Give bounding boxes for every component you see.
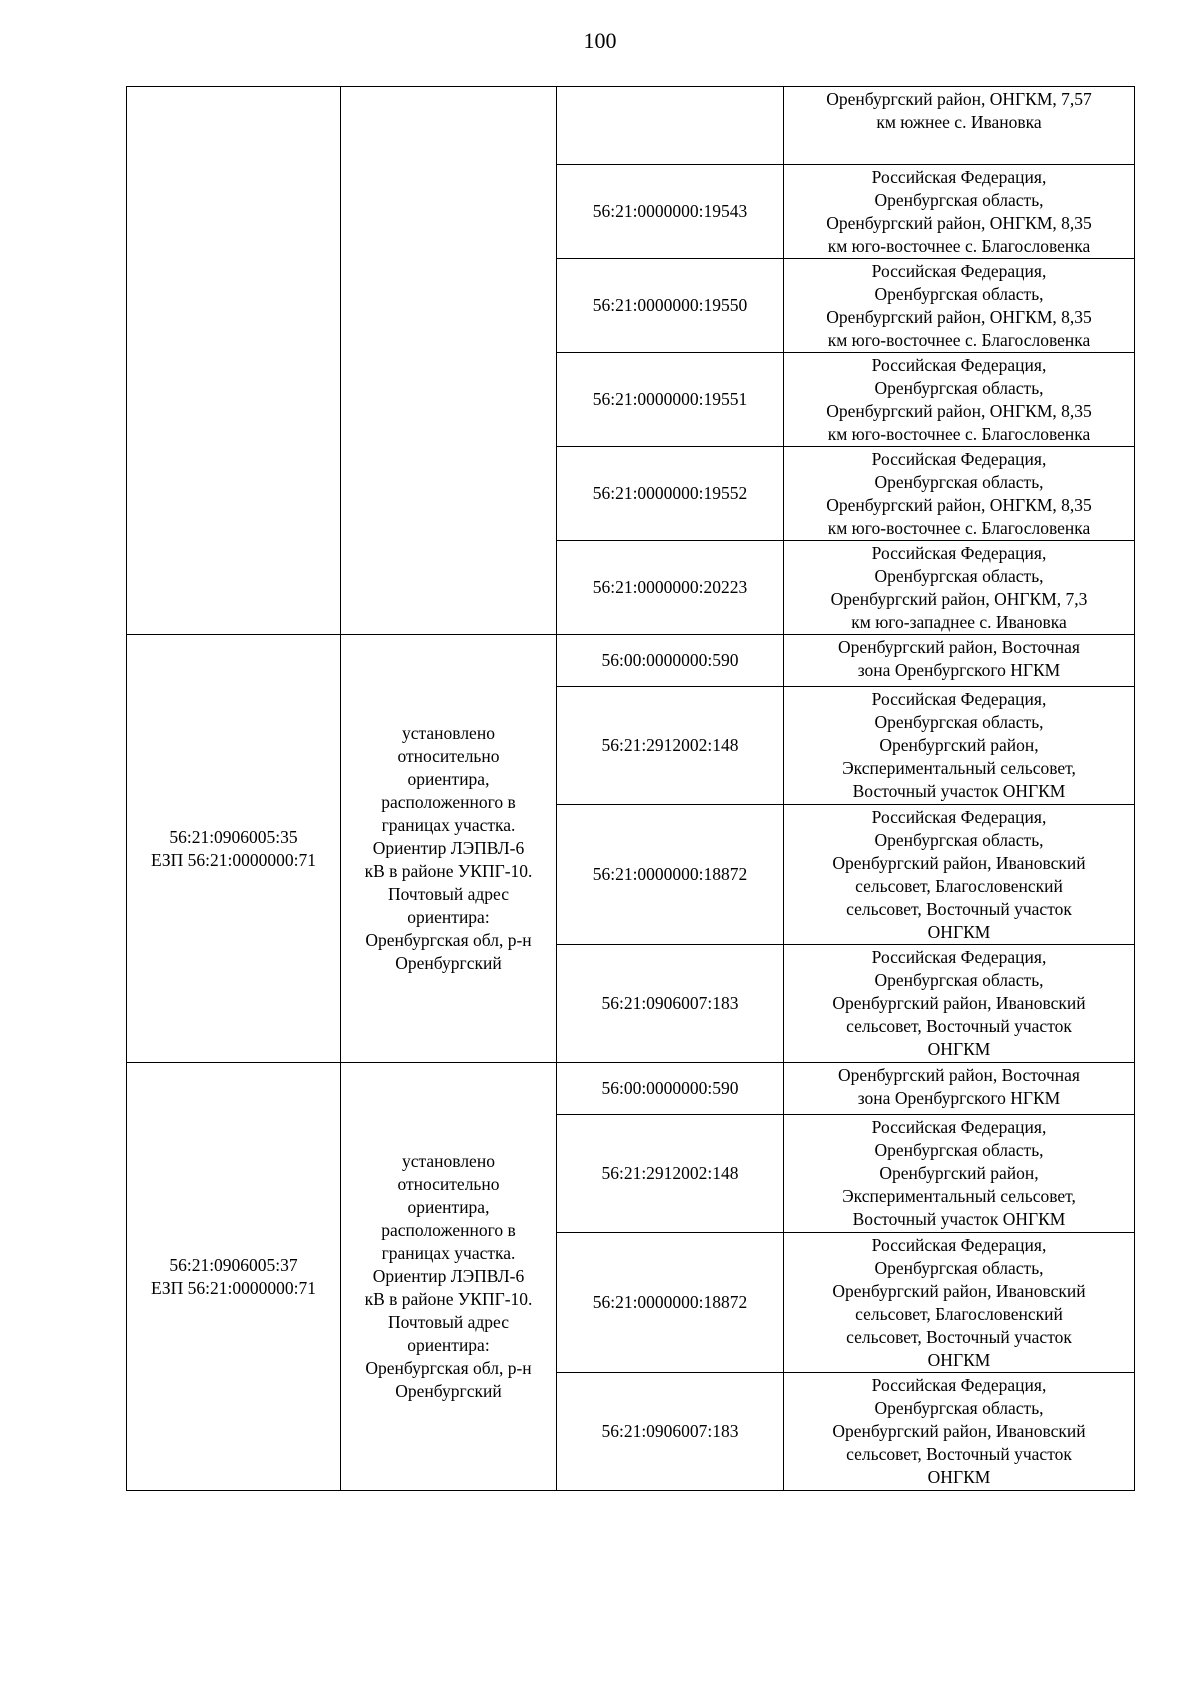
location-line: Почтовый адрес bbox=[387, 1312, 510, 1332]
address-cell bbox=[784, 1233, 1135, 1373]
address-line: сельсовет, Благословенский bbox=[855, 1304, 1063, 1324]
cadastral-number: 56:21:0000000:19543 bbox=[592, 201, 748, 221]
land-plots-table bbox=[126, 86, 1135, 1491]
location-line: ориентира, bbox=[407, 769, 490, 789]
address-line: Российская Федерация, bbox=[871, 1375, 1047, 1395]
cadastral-number: 56:21:2912002:148 bbox=[601, 735, 739, 755]
address-line: Оренбургская область, bbox=[874, 1140, 1044, 1160]
address-cell bbox=[784, 165, 1135, 259]
location-line: Оренбургский bbox=[395, 953, 502, 973]
address-cell bbox=[784, 945, 1135, 1063]
address-line: сельсовет, Восточный участок bbox=[846, 899, 1072, 919]
address-cell bbox=[784, 1063, 1135, 1115]
location-line: ориентира, bbox=[407, 1197, 490, 1217]
address-line: Российская Федерация, bbox=[871, 1117, 1047, 1137]
table-row bbox=[127, 1063, 1135, 1115]
address-line: Экспериментальный сельсовет, bbox=[842, 1186, 1076, 1206]
cadastral-number: 56:21:0000000:19551 bbox=[592, 389, 748, 409]
address-line: Оренбургский район, ОНГКМ, 8,35 bbox=[826, 307, 1092, 327]
cadastral-number: 56:00:0000000:590 bbox=[601, 650, 739, 670]
object-line: ЕЗП 56:21:0000000:71 bbox=[150, 849, 317, 870]
location-cell bbox=[341, 87, 557, 635]
address-line: Оренбургский район, Ивановский bbox=[832, 1281, 1086, 1301]
address-line: км юго-западнее с. Ивановка bbox=[851, 612, 1067, 632]
address-line: ОНГКМ bbox=[927, 1350, 991, 1370]
address-line: Оренбургская область, bbox=[874, 712, 1044, 732]
cadastral-number-cell bbox=[557, 353, 784, 447]
address-line: сельсовет, Благословенский bbox=[855, 876, 1063, 896]
address-line: Оренбургский район, Восточная bbox=[838, 637, 1080, 657]
address-line: Оренбургский район, Ивановский bbox=[832, 853, 1086, 873]
table-row bbox=[127, 87, 1135, 165]
location-line: установлено bbox=[402, 1151, 495, 1171]
location-line: Оренбургская обл, р-н bbox=[365, 930, 532, 950]
cadastral-number: 56:21:0906007:183 bbox=[601, 993, 739, 1013]
address-cell bbox=[784, 259, 1135, 353]
address-cell bbox=[784, 805, 1135, 945]
address-line: Восточный участок ОНГКМ bbox=[852, 781, 1066, 801]
address-line: Российская Федерация, bbox=[871, 689, 1047, 709]
address-line: Оренбургская область, bbox=[874, 1398, 1044, 1418]
address-line: Российская Федерация, bbox=[871, 807, 1047, 827]
location-line: Ориентир ЛЭПВЛ-6 bbox=[372, 1266, 525, 1286]
cadastral-number-cell bbox=[557, 1115, 784, 1233]
address-line: Оренбургский район, ОНГКМ, 7,57 bbox=[826, 89, 1092, 109]
address-line: Оренбургский район, ОНГКМ, 8,35 bbox=[826, 213, 1092, 233]
address-line: Восточный участок ОНГКМ bbox=[852, 1209, 1066, 1229]
address-line: Оренбургский район, bbox=[879, 735, 1039, 755]
address-cell bbox=[784, 353, 1135, 447]
address-line: Оренбургская область, bbox=[874, 1258, 1044, 1278]
cadastral-number: 56:21:0906007:183 bbox=[601, 1421, 739, 1441]
object-cell bbox=[127, 1063, 341, 1491]
address-cell bbox=[784, 447, 1135, 541]
location-cell bbox=[341, 635, 557, 1063]
location-line: установлено bbox=[402, 723, 495, 743]
location-line: Ориентир ЛЭПВЛ-6 bbox=[372, 838, 525, 858]
address-line: Российская Федерация, bbox=[871, 261, 1047, 281]
cadastral-number-cell bbox=[557, 635, 784, 687]
cadastral-number-cell bbox=[557, 1233, 784, 1373]
address-cell bbox=[784, 541, 1135, 635]
location-line: ориентира: bbox=[407, 1335, 490, 1355]
address-line: зона Оренбургского НГКМ bbox=[857, 660, 1061, 680]
location-line: границах участка. bbox=[381, 1243, 516, 1263]
location-line: расположенного в bbox=[381, 1220, 516, 1240]
address-line: Оренбургский район, Восточная bbox=[838, 1065, 1080, 1085]
location-line: Почтовый адрес bbox=[387, 884, 510, 904]
location-line: относительно bbox=[397, 746, 500, 766]
address-line: Оренбургский район, Ивановский bbox=[832, 1421, 1086, 1441]
location-line: ориентира: bbox=[407, 907, 490, 927]
address-line: сельсовет, Восточный участок bbox=[846, 1016, 1072, 1036]
address-line: зона Оренбургского НГКМ bbox=[857, 1088, 1061, 1108]
cadastral-number: 56:21:0000000:20223 bbox=[592, 577, 748, 597]
address-line: ОНГКМ bbox=[927, 1467, 991, 1487]
address-line: Экспериментальный сельсовет, bbox=[842, 758, 1076, 778]
address-line: ОНГКМ bbox=[927, 922, 991, 942]
address-line: Оренбургская область, bbox=[874, 566, 1044, 586]
address-line: сельсовет, Восточный участок bbox=[846, 1327, 1072, 1347]
address-cell bbox=[784, 1373, 1135, 1491]
address-line: Оренбургский район, ОНГКМ, 7,3 bbox=[830, 589, 1088, 609]
location-line: кВ в районе УКПГ-10. bbox=[364, 861, 533, 881]
cadastral-number-cell bbox=[557, 541, 784, 635]
address-cell bbox=[784, 687, 1135, 805]
cadastral-number-cell bbox=[557, 1063, 784, 1115]
object-cell bbox=[127, 635, 341, 1063]
address-line: Оренбургская область, bbox=[874, 190, 1044, 210]
address-line: км юго-восточнее с. Благословенка bbox=[827, 330, 1091, 350]
address-line: км южнее с. Ивановка bbox=[876, 112, 1042, 132]
address-line: Российская Федерация, bbox=[871, 947, 1047, 967]
location-line: Оренбургская обл, р-н bbox=[365, 1358, 532, 1378]
address-line: Оренбургский район, ОНГКМ, 8,35 bbox=[826, 401, 1092, 421]
cadastral-number-cell bbox=[557, 87, 784, 165]
cadastral-number-cell bbox=[557, 165, 784, 259]
address-line: Оренбургская область, bbox=[874, 970, 1044, 990]
address-line: Российская Федерация, bbox=[871, 449, 1047, 469]
address-line: Российская Федерация, bbox=[871, 167, 1047, 187]
address-line: Оренбургский район, bbox=[879, 1163, 1039, 1183]
location-line: границах участка. bbox=[381, 815, 516, 835]
address-line: Российская Федерация, bbox=[871, 543, 1047, 563]
table-row bbox=[127, 635, 1135, 687]
address-line: км юго-восточнее с. Благословенка bbox=[827, 518, 1091, 538]
cadastral-number-cell bbox=[557, 687, 784, 805]
address-line: км юго-восточнее с. Благословенка bbox=[827, 236, 1091, 256]
location-line: Оренбургский bbox=[395, 1381, 502, 1401]
address-line: Оренбургская область, bbox=[874, 284, 1044, 304]
location-line: расположенного в bbox=[381, 792, 516, 812]
address-line: Оренбургский район, Ивановский bbox=[832, 993, 1086, 1013]
address-cell bbox=[784, 635, 1135, 687]
address-line: Российская Федерация, bbox=[871, 1235, 1047, 1255]
address-line: Оренбургская область, bbox=[874, 378, 1044, 398]
cadastral-number-cell bbox=[557, 805, 784, 945]
cadastral-number: 56:00:0000000:590 bbox=[601, 1078, 739, 1098]
address-line: Оренбургский район, ОНГКМ, 8,35 bbox=[826, 495, 1092, 515]
cadastral-number: 56:21:0000000:18872 bbox=[592, 1292, 748, 1312]
address-line: Оренбургская область, bbox=[874, 472, 1044, 492]
cadastral-number: 56:21:0000000:19550 bbox=[592, 295, 748, 315]
cadastral-number: 56:21:2912002:148 bbox=[601, 1163, 739, 1183]
address-line: сельсовет, Восточный участок bbox=[846, 1444, 1072, 1464]
address-line: ОНГКМ bbox=[927, 1039, 991, 1059]
address-cell bbox=[784, 87, 1135, 165]
address-line: км юго-восточнее с. Благословенка bbox=[827, 424, 1091, 444]
cadastral-number-cell bbox=[557, 1373, 784, 1491]
object-line: ЕЗП 56:21:0000000:71 bbox=[150, 1277, 317, 1298]
cadastral-number-cell bbox=[557, 447, 784, 541]
address-line: Российская Федерация, bbox=[871, 355, 1047, 375]
object-line: 56:21:0906005:35 bbox=[169, 826, 298, 847]
address-cell bbox=[784, 1115, 1135, 1233]
cadastral-number: 56:21:0000000:19552 bbox=[592, 483, 748, 503]
page-number: 100 bbox=[583, 28, 617, 53]
location-line: кВ в районе УКПГ-10. bbox=[364, 1289, 533, 1309]
location-line: относительно bbox=[397, 1174, 500, 1194]
location-cell bbox=[341, 1063, 557, 1491]
object-cell bbox=[127, 87, 341, 635]
address-line: Оренбургская область, bbox=[874, 830, 1044, 850]
object-line: 56:21:0906005:37 bbox=[169, 1254, 298, 1275]
cadastral-number-cell bbox=[557, 259, 784, 353]
cadastral-number-cell bbox=[557, 945, 784, 1063]
cadastral-number: 56:21:0000000:18872 bbox=[592, 864, 748, 884]
